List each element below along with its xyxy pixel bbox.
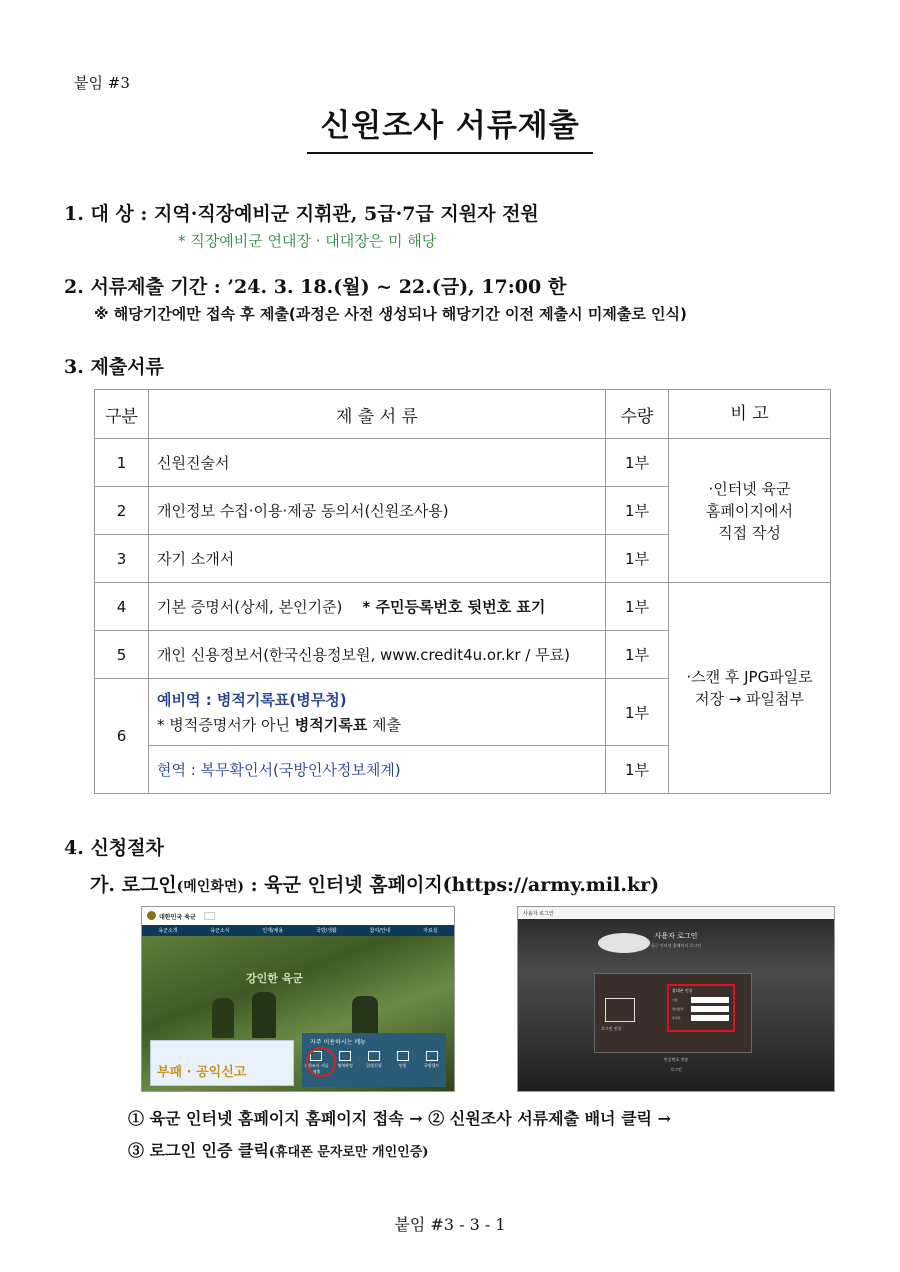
- section2-heading: 2. 서류제출 기간 : ’24. 3. 18.(월) ~ 22.(금), 17:00 한: [64, 276, 567, 298]
- nav-item: 자료실: [423, 928, 438, 934]
- steps-line-2: [128, 1138, 428, 1161]
- field-label: 생년월일: [672, 1007, 684, 1011]
- row-doc-text: 예비역 : 병적기록표(병무청): [157, 691, 347, 709]
- remark-online: [669, 439, 831, 583]
- header-doc: 제 출 서 류: [149, 390, 606, 439]
- row-doc: 개인정보 수집·이용·제공 동의서(신원조사용): [149, 487, 606, 535]
- page-title: 신원조사 서류제출: [320, 108, 580, 144]
- row-no: 6: [95, 679, 149, 794]
- header-remark: 비 고: [669, 390, 831, 439]
- row-doc: 자기 소개서: [149, 535, 606, 583]
- row-no: 4: [95, 583, 149, 631]
- title-underline: [307, 152, 593, 154]
- site-header: [142, 907, 454, 925]
- documents-table: [94, 389, 831, 794]
- table-row: [95, 583, 831, 631]
- section1-note: * 직장예비군 연대장 · 대대장은 미 해당: [178, 232, 437, 250]
- nav-item: 참여/안내: [369, 928, 391, 934]
- login-background: [518, 919, 834, 1091]
- row-doc: [149, 679, 606, 746]
- page-footer: 붙임 #3 - 3 - 1: [394, 1215, 506, 1234]
- steps-line-2-main: ③ 로그인 인증 클릭: [128, 1141, 269, 1160]
- field-label: 휴대폰: [672, 1016, 681, 1020]
- cert-button-label[interactable]: 로그인 인증: [601, 1026, 622, 1031]
- birthdate-input[interactable]: [691, 1006, 729, 1012]
- section4-subheading: [90, 870, 659, 897]
- menu-icon: [368, 1051, 380, 1061]
- browser-tab[interactable]: 사용자 로그인: [523, 911, 554, 917]
- row-no: 5: [95, 631, 149, 679]
- soldier-figure: [252, 992, 276, 1038]
- remark-scan: [669, 583, 831, 794]
- quick-item-label: 국방헬프: [423, 1063, 440, 1068]
- report-banner[interactable]: [150, 1040, 294, 1086]
- quick-item-label: 민원: [398, 1063, 407, 1068]
- sub-c: : 육군 인터넷 홈페이지(https://army.mil.kr): [244, 874, 660, 896]
- sub-pre: * 병적증명서가 아닌: [157, 716, 295, 734]
- login-panel: [594, 973, 752, 1053]
- hero-text: 강인한 육군: [246, 972, 303, 985]
- remark-line: ·스캔 후 JPG파일로: [686, 668, 813, 686]
- sub-bold: 병적기록표: [294, 716, 368, 734]
- phone-auth-box: [667, 984, 735, 1032]
- menu-icon: [397, 1051, 409, 1061]
- section2-note: ※ 해당기간에만 접속 후 제출(과정은 사전 생성되나 해당기간 이전 제출시 미제출로 인식): [94, 305, 687, 323]
- flag-icon: [204, 912, 215, 920]
- soldier-figure: [212, 998, 234, 1038]
- steps-line-2-note: (휴대폰 문자로만 개인인증): [268, 1145, 429, 1160]
- nav-item: 육군소개: [158, 928, 178, 934]
- steps-line-1: ① 육군 인터넷 홈페이지 홈페이지 접속 → ② 신원조사 서류제출 배너 클릭 →: [128, 1109, 671, 1128]
- row-doc-sub: [157, 714, 597, 735]
- section4-heading: 4. 신청절차: [64, 837, 164, 859]
- row-qty: 1부: [606, 631, 669, 679]
- remark-line: 홈페이지에서: [706, 501, 793, 520]
- login-screenshot: [517, 906, 835, 1092]
- quick-item[interactable]: [419, 1051, 445, 1075]
- auth-box-title: 휴대폰 인증: [672, 988, 693, 993]
- row-qty: 1부: [606, 746, 669, 794]
- table-row: [95, 439, 831, 487]
- field-label: 이름: [672, 998, 678, 1002]
- login-button[interactable]: 로그인: [670, 1067, 682, 1072]
- quick-item[interactable]: [332, 1051, 358, 1075]
- row-doc: 현역 : 복무확인서(국방인사정보체계): [149, 746, 606, 794]
- row-no: 3: [95, 535, 149, 583]
- header-qty: 수량: [606, 390, 669, 439]
- row-qty: 1부: [606, 487, 669, 535]
- quick-item[interactable]: [361, 1051, 387, 1075]
- sub-post: 제출: [367, 716, 401, 734]
- quick-item-label: 입영신청: [366, 1063, 382, 1068]
- row-qty: 1부: [606, 535, 669, 583]
- row-no: 2: [95, 487, 149, 535]
- remark-line: 직접 작성: [718, 523, 781, 542]
- section1-heading: 1. 대 상 : 지역·직장예비군 지휘관, 5급·7급 지원자 전원: [64, 203, 539, 225]
- section3-heading: 3. 제출서류: [64, 356, 164, 378]
- login-subtitle: 육군 인터넷 홈페이지 로그인: [650, 943, 702, 948]
- row-qty: 1부: [606, 583, 669, 631]
- name-input[interactable]: [691, 997, 729, 1003]
- login-title: 사용자 로그인: [654, 932, 698, 940]
- row-doc: 개인 신용정보서(한국신용정보원, www.credit4u.or.kr / 무료): [149, 631, 606, 679]
- menu-icon: [339, 1051, 351, 1061]
- phone-input[interactable]: [691, 1015, 729, 1021]
- highlight-circle: [306, 1047, 336, 1077]
- sub-b: (메인화면): [176, 879, 245, 895]
- quick-item-label: 신원조사 서류제출: [304, 1063, 329, 1074]
- row-doc: [149, 583, 606, 631]
- row-qty: 1부: [606, 679, 669, 746]
- row-doc-extra: * 주민등록번호 뒷번호 표기: [362, 598, 546, 616]
- remark-line: 저장 → 파일첨부: [694, 690, 805, 708]
- quick-item-label: 병역판정: [337, 1063, 353, 1068]
- army-emblem-icon: [147, 911, 156, 920]
- banner-text: 부패 · 공익신고: [157, 1065, 247, 1080]
- site-name: 대한민국 육군: [159, 914, 196, 921]
- row-qty: 1부: [606, 439, 669, 487]
- attachment-label: 붙임 #3: [74, 74, 130, 92]
- quick-menu-title: 자주 이용하시는 메뉴: [310, 1039, 366, 1046]
- cert-icon: [605, 998, 635, 1022]
- row-no: 1: [95, 439, 149, 487]
- sub-a: 가. 로그인: [90, 874, 177, 896]
- remark-line: ·인터넷 육군: [708, 479, 791, 498]
- table-header-row: [95, 390, 831, 439]
- nav-item: 인재/채용: [262, 928, 284, 934]
- row-doc-text: 기본 증명서(상세, 본인기준): [157, 598, 343, 616]
- menu-icon: [426, 1051, 438, 1061]
- site-nav: [142, 925, 454, 936]
- quick-menu: [302, 1033, 446, 1087]
- send-code-button[interactable]: 인증번호 전송: [663, 1057, 689, 1062]
- row-doc: 신원진술서: [149, 439, 606, 487]
- header-no: 구분: [95, 390, 149, 439]
- quick-item[interactable]: [390, 1051, 416, 1075]
- nav-item: 국방/생활: [315, 928, 337, 934]
- nav-item: 육군소식: [210, 928, 230, 934]
- homepage-screenshot: [141, 906, 455, 1092]
